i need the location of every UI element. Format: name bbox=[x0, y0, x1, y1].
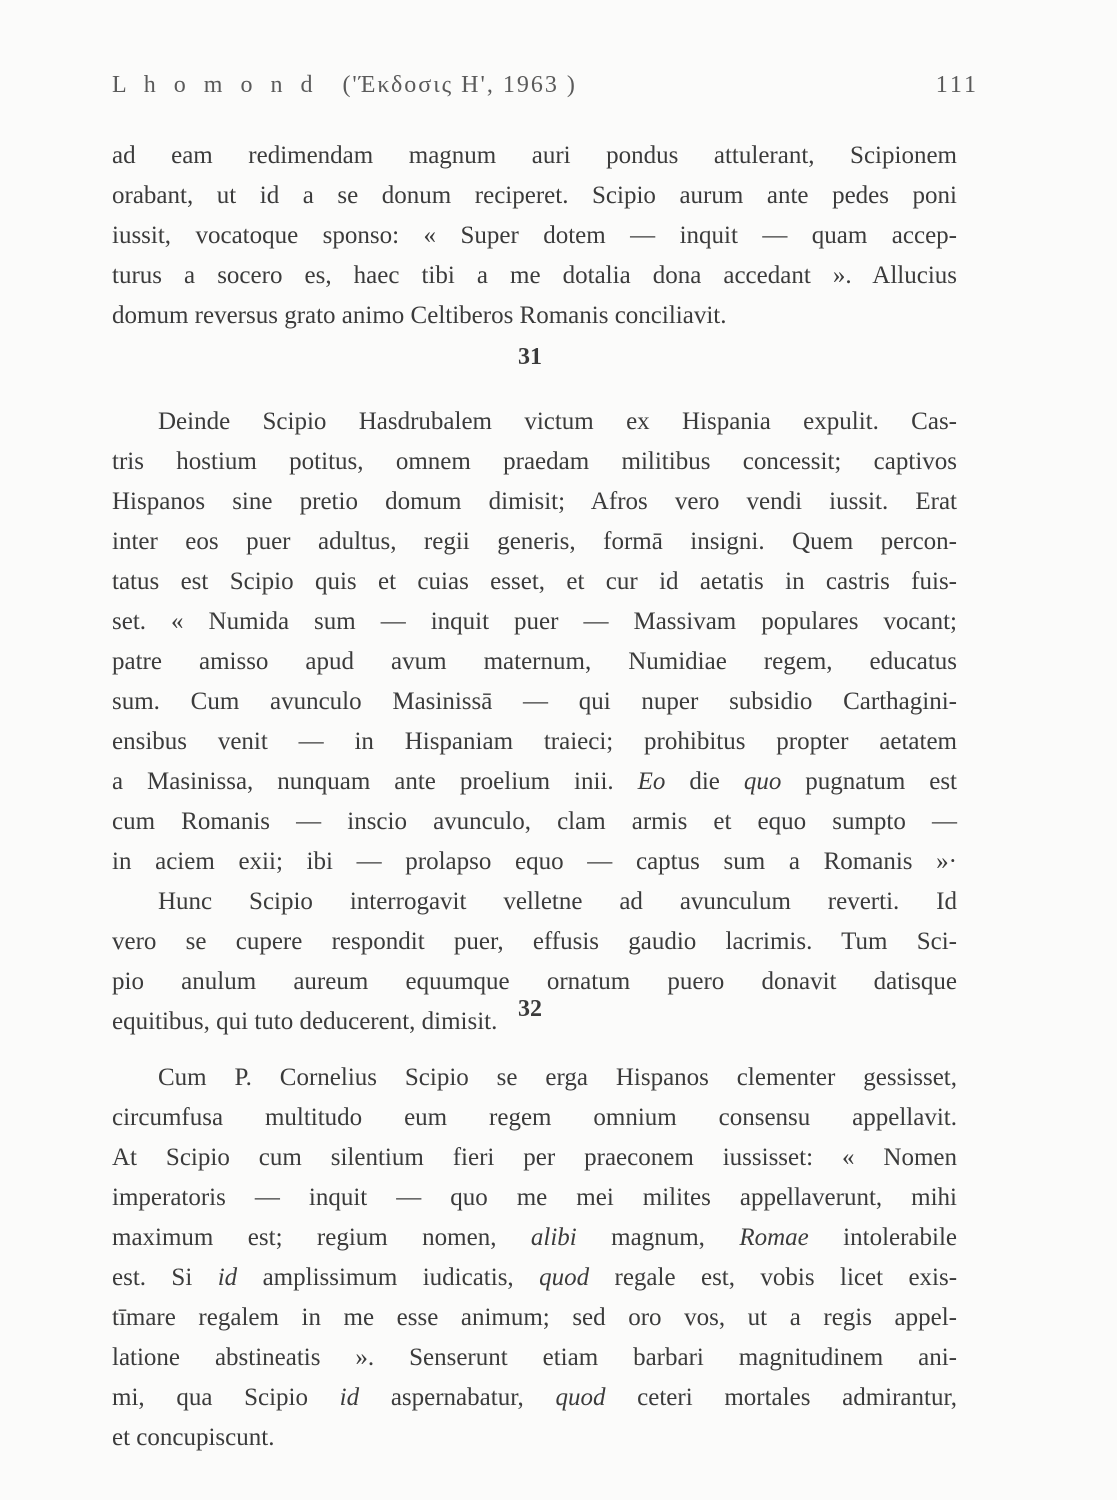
italic-word: quo bbox=[743, 768, 782, 795]
text-line bbox=[112, 1258, 957, 1298]
text-segment: aspernabatur, bbox=[390, 1384, 524, 1411]
italic-word: Eo bbox=[637, 768, 666, 795]
text-line: cum Romanis — inscio avunculo, clam armis et equo sumpto — bbox=[112, 808, 957, 835]
text-line: tris hostium potitus, omnem praedam militibus concessit; captivos bbox=[112, 448, 957, 475]
italic-word: id bbox=[217, 1264, 238, 1291]
text-line: in aciem exii; ibi — prolapso equo — captus sum a Romanis »· bbox=[112, 848, 957, 875]
text-line: pio anulum aureum equumque ornatum puero donavit datisque bbox=[112, 968, 957, 995]
running-head bbox=[112, 72, 979, 99]
text-line: patre amisso apud avum maternum, Numidiae regem, educatus bbox=[112, 648, 957, 675]
page-number: 111 bbox=[935, 72, 979, 98]
text-segment: die bbox=[689, 768, 720, 795]
text-segment: maximum est; regium nomen, bbox=[112, 1224, 497, 1251]
running-head-title bbox=[112, 72, 577, 99]
text-line: ad eam redimendam magnum auri pondus attulerant, Scipionem bbox=[112, 142, 957, 169]
text-line: Cum P. Cornelius Scipio se erga Hispanos clementer gessisset, bbox=[158, 1064, 957, 1091]
text-line: At Scipio cum silentium fieri per praeconem iussisset: « Nomen bbox=[112, 1144, 957, 1171]
text-segment: mi, qua Scipio bbox=[112, 1384, 308, 1411]
text-line bbox=[112, 1218, 957, 1258]
text-line bbox=[112, 1378, 957, 1418]
text-segment: regale est, vobis licet exis- bbox=[614, 1264, 958, 1291]
italic-word: Romae bbox=[739, 1224, 809, 1251]
text-line: domum reversus grato animo Celtiberos Romanis conciliavit. bbox=[112, 302, 727, 329]
section-32-text bbox=[112, 1058, 957, 1458]
italic-word: id bbox=[339, 1384, 360, 1411]
italic-word: alibi bbox=[530, 1224, 577, 1251]
text-line: tīmare regalem in me esse animum; sed oro vos, ut a regis appel- bbox=[112, 1304, 957, 1331]
text-segment: ceteri mortales admirantur, bbox=[637, 1384, 958, 1411]
section-number-32: 32 bbox=[518, 996, 542, 1022]
paragraph-30-continuation bbox=[112, 136, 957, 336]
text-line: inter eos puer adultus, regii generis, formā insigni. Quem percon- bbox=[112, 528, 957, 555]
edition-info: ('Έκδοσις Η', 1963 ) bbox=[342, 72, 577, 98]
text-line: sum. Cum avunculo Masinissā — qui nuper subsidio Carthagini- bbox=[112, 688, 957, 715]
text-line: turus a socero es, haec tibi a me dotalia dona accedant ». Allucius bbox=[112, 262, 957, 289]
text-line: iussit, vocatoque sponso: « Super dotem — inquit — quam accep- bbox=[112, 222, 957, 249]
text-segment: pugnatum est bbox=[805, 768, 957, 795]
section-number-31: 31 bbox=[518, 344, 542, 370]
text-segment: est. Si bbox=[112, 1264, 193, 1291]
text-line: Hunc Scipio interrogavit velletne ad avunculum reverti. Id bbox=[158, 888, 957, 915]
text-line: circumfusa multitudo eum regem omnium consensu appellavit. bbox=[112, 1104, 957, 1131]
text-line: Hispanos sine pretio domum dimisit; Afros vero vendi iussit. Erat bbox=[112, 488, 957, 515]
text-segment: amplissimum iudicatis, bbox=[262, 1264, 514, 1291]
author-name: L h o m o n d bbox=[112, 72, 319, 98]
text-line: equitibus, qui tuto deducerent, dimisit. bbox=[112, 1008, 498, 1035]
text-line: vero se cupere respondit puer, effusis gaudio lacrimis. Tum Sci- bbox=[112, 928, 957, 955]
text-line: set. « Numida sum — inquit puer — Massivam populares vocant; bbox=[112, 608, 957, 635]
text-line bbox=[112, 762, 957, 802]
text-line: ensibus venit — in Hispaniam traieci; prohibitus propter aetatem bbox=[112, 728, 957, 755]
text-line: imperatoris — inquit — quo me mei milites appellaverunt, mihi bbox=[112, 1184, 957, 1211]
text-line: Deinde Scipio Hasdrubalem victum ex Hispania expulit. Cas- bbox=[158, 408, 957, 435]
text-segment: intolerabile bbox=[843, 1224, 958, 1251]
text-line: orabant, ut id a se donum reciperet. Scipio aurum ante pedes poni bbox=[112, 182, 957, 209]
text-segment: magnum, bbox=[611, 1224, 705, 1251]
section-31-text bbox=[112, 402, 957, 1042]
text-segment: a Masinissa, nunquam ante proelium inii. bbox=[112, 768, 614, 795]
text-line: tatus est Scipio quis et cuias esset, et cur id aetatis in castris fuis- bbox=[112, 568, 957, 595]
text-line: latione abstineatis ». Senserunt etiam barbari magnitudinem ani- bbox=[112, 1344, 957, 1371]
italic-word: quod bbox=[555, 1384, 606, 1411]
text-line: et concupiscunt. bbox=[112, 1424, 275, 1451]
italic-word: quod bbox=[539, 1264, 590, 1291]
